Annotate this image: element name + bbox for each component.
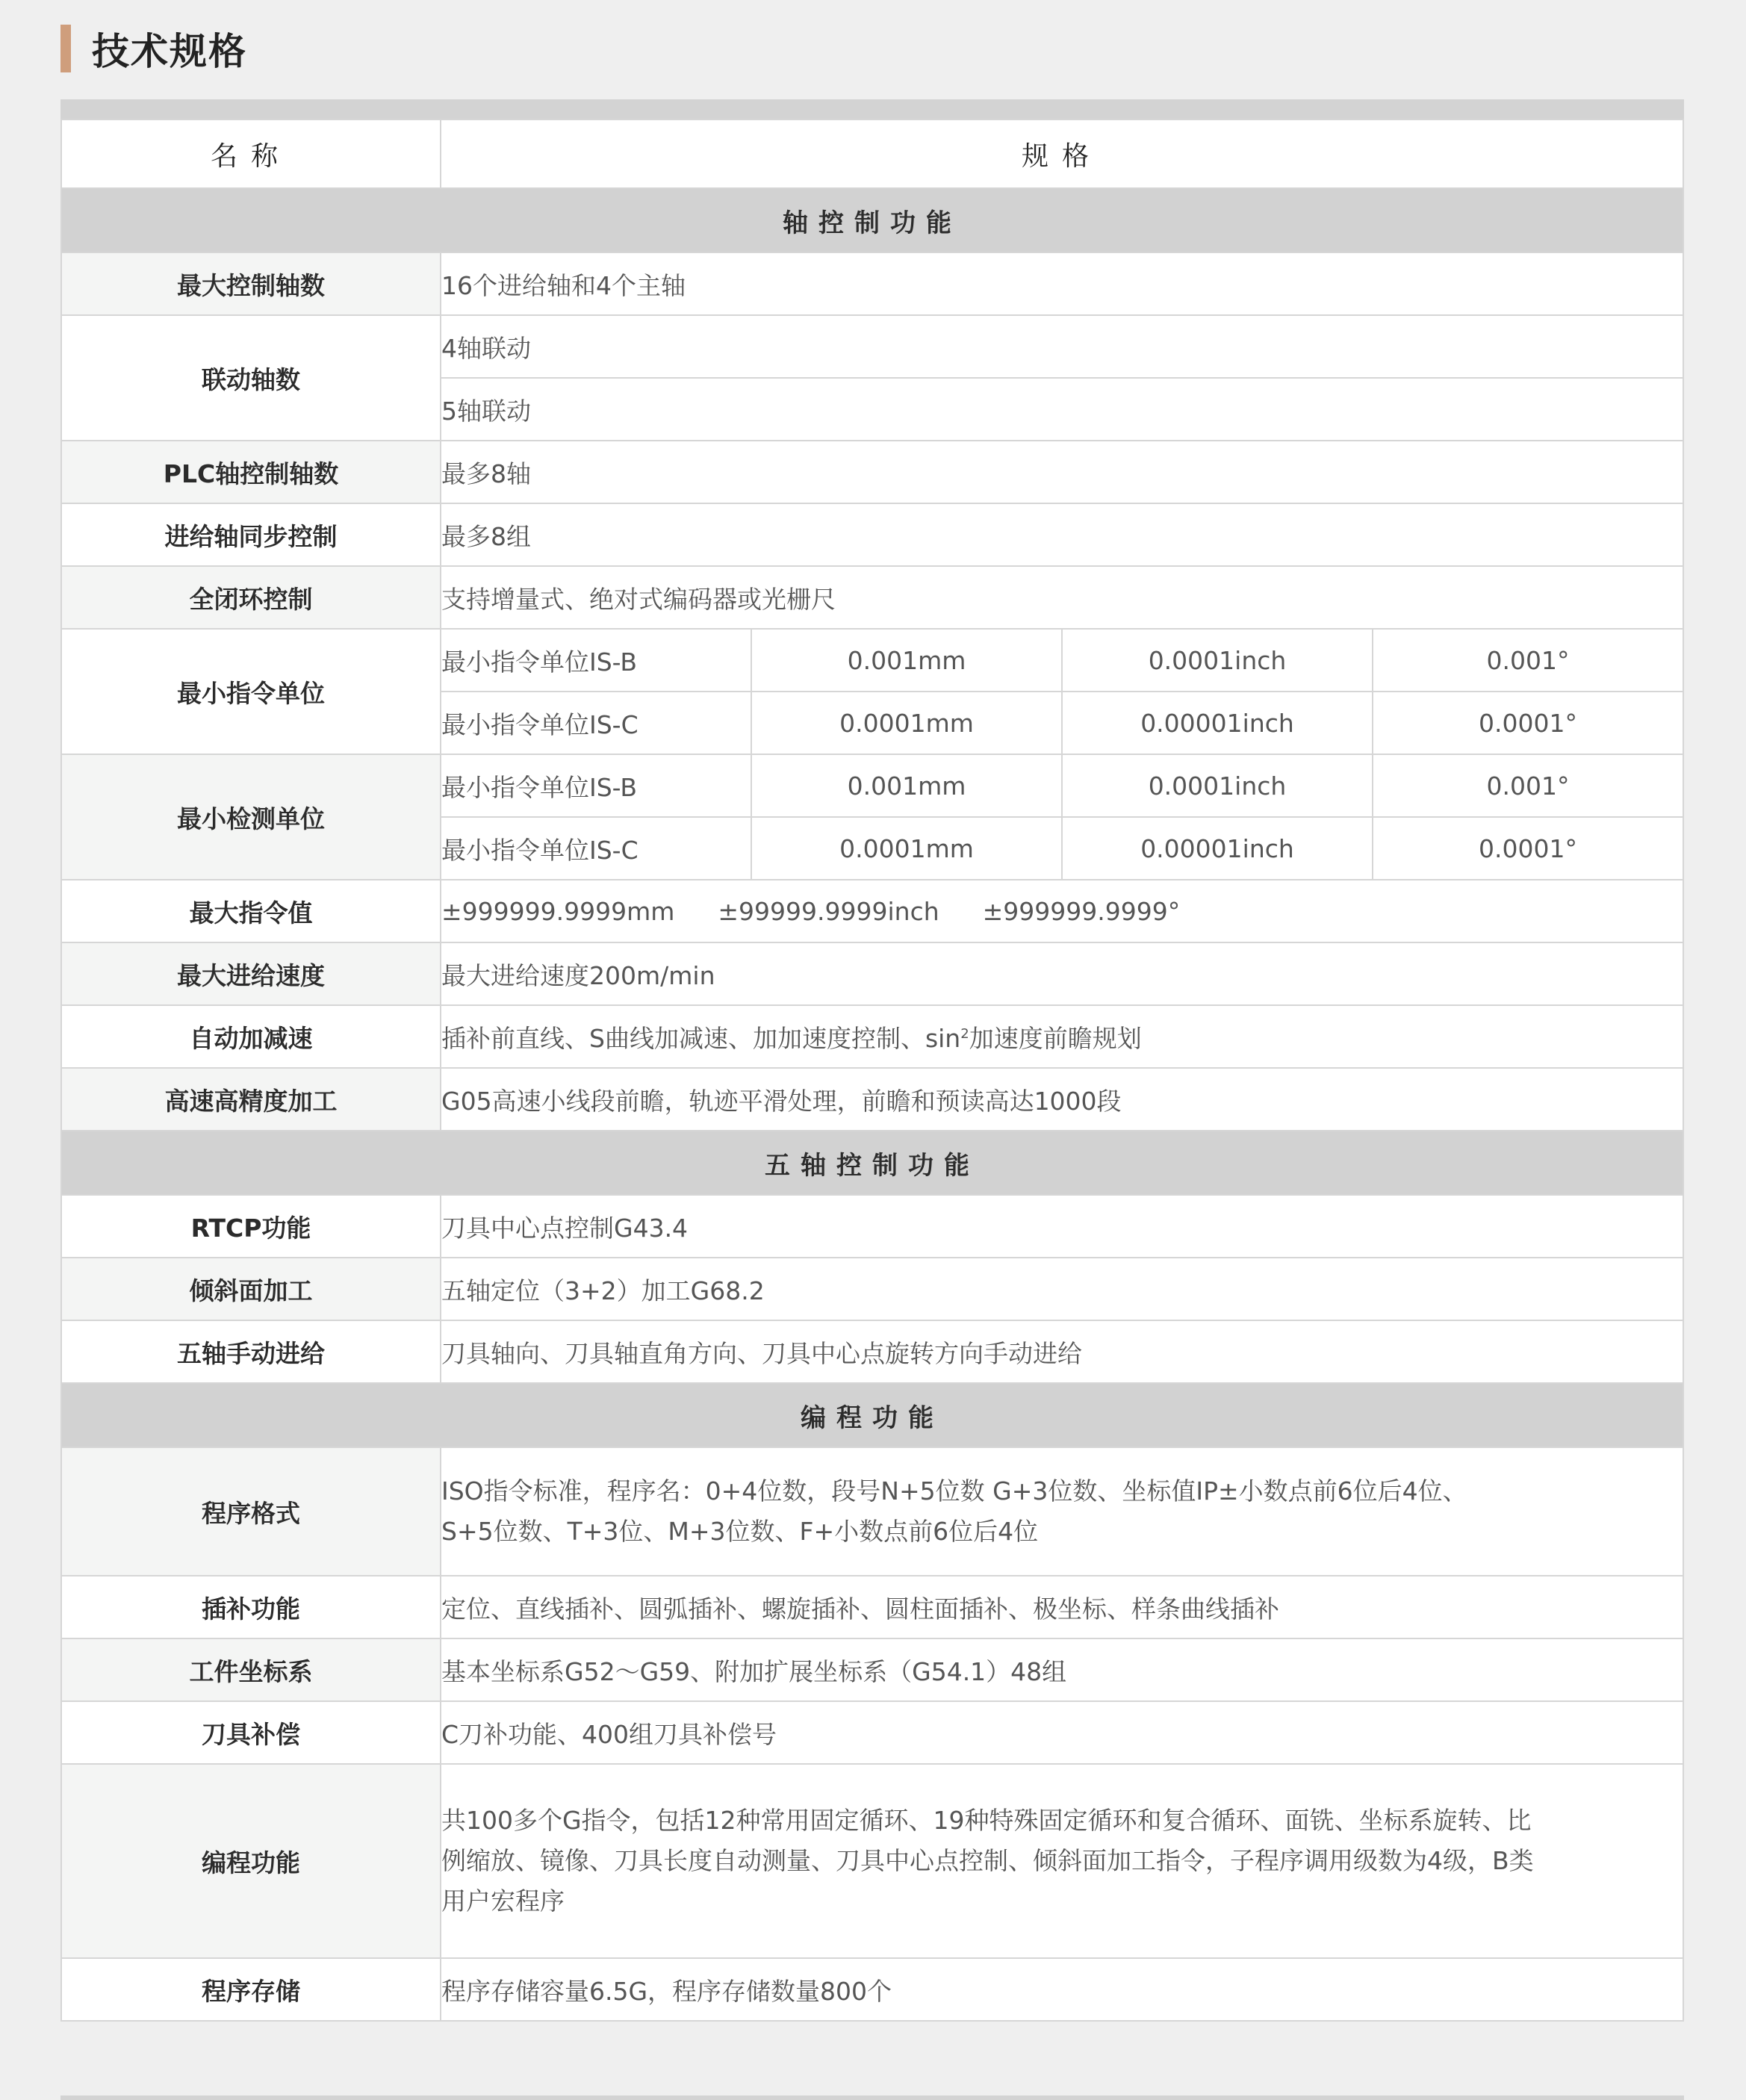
row-value: 五轴定位（3+2）加工G68.2 bbox=[441, 1258, 1683, 1320]
table-row bbox=[61, 1320, 1683, 1383]
row-value bbox=[441, 1447, 1683, 1576]
row-name: RTCP功能 bbox=[61, 1195, 441, 1258]
header-spec: 规格 bbox=[441, 119, 1683, 188]
section-programming bbox=[61, 1383, 1683, 1447]
row-value-line: 用户宏程序 bbox=[441, 1886, 565, 1916]
table-row bbox=[61, 1958, 1683, 2021]
row-name: 插补功能 bbox=[61, 1576, 441, 1638]
row-value: G05高速小线段前瞻，轨迹平滑处理，前瞻和预读高达1000段 bbox=[441, 1068, 1683, 1131]
table-row bbox=[61, 1638, 1683, 1701]
top-divider bbox=[60, 99, 1684, 119]
table-row bbox=[61, 566, 1683, 629]
section-five-axis bbox=[61, 1131, 1683, 1195]
table-row bbox=[61, 441, 1683, 503]
accel-text-pre: 插补前直线、S曲线加减速、加加速度控制、sin bbox=[441, 1023, 961, 1053]
max-deg: ±999999.9999° bbox=[982, 896, 1181, 926]
section-title: 轴控制功能 bbox=[61, 188, 1683, 252]
row-name: 全闭环控制 bbox=[61, 566, 441, 629]
row-value: 支持增量式、绝对式编码器或光栅尺 bbox=[441, 566, 1683, 629]
row-value-line: S+5位数、T+3位、M+3位数、F+小数点前6位后4位 bbox=[441, 1517, 1039, 1546]
row-value bbox=[441, 1005, 1683, 1068]
table-row bbox=[61, 1068, 1683, 1131]
table-row bbox=[61, 1576, 1683, 1638]
unit-mm: 0.0001mm bbox=[751, 692, 1062, 754]
unit-deg: 0.001° bbox=[1373, 754, 1683, 817]
accel-sup: 2 bbox=[960, 1025, 969, 1042]
row-name: 五轴手动进给 bbox=[61, 1320, 441, 1383]
row-name: 联动轴数 bbox=[61, 315, 441, 441]
row-value: C刀补功能、400组刀具补偿号 bbox=[441, 1701, 1683, 1764]
table-row bbox=[61, 503, 1683, 566]
table-row bbox=[61, 1195, 1683, 1258]
unit-deg: 0.0001° bbox=[1373, 692, 1683, 754]
table-row bbox=[61, 1447, 1683, 1576]
row-name: 程序格式 bbox=[61, 1447, 441, 1576]
title-accent-bar bbox=[60, 25, 71, 72]
header-name: 名称 bbox=[61, 119, 441, 188]
row-value: 定位、直线插补、圆弧插补、螺旋插补、圆柱面插补、极坐标、样条曲线插补 bbox=[441, 1576, 1683, 1638]
table-row bbox=[61, 754, 1683, 817]
page-title-block bbox=[60, 22, 247, 75]
table-row bbox=[61, 1005, 1683, 1068]
max-mm: ±999999.9999mm bbox=[441, 896, 675, 926]
unit-label: 最小指令单位IS-B bbox=[441, 629, 751, 692]
row-name: 工件坐标系 bbox=[61, 1638, 441, 1701]
row-name: 最小指令单位 bbox=[61, 629, 441, 754]
row-name: 程序存储 bbox=[61, 1958, 441, 2021]
table-row bbox=[61, 880, 1683, 942]
row-value: 刀具轴向、刀具轴直角方向、刀具中心点旋转方向手动进给 bbox=[441, 1320, 1683, 1383]
row-name: 倾斜面加工 bbox=[61, 1258, 441, 1320]
max-inch: ±99999.9999inch bbox=[718, 896, 939, 926]
row-name: 最小检测单位 bbox=[61, 754, 441, 880]
unit-inch: 0.00001inch bbox=[1062, 692, 1373, 754]
table-row bbox=[61, 1764, 1683, 1958]
section-axis-control bbox=[61, 188, 1683, 252]
unit-label: 最小指令单位IS-C bbox=[441, 692, 751, 754]
row-name: 自动加减速 bbox=[61, 1005, 441, 1068]
row-value bbox=[441, 880, 1683, 942]
table-row bbox=[61, 942, 1683, 1005]
unit-inch: 0.00001inch bbox=[1062, 817, 1373, 880]
unit-label: 最小指令单位IS-C bbox=[441, 817, 751, 880]
bottom-divider bbox=[60, 2096, 1684, 2100]
table-row bbox=[61, 1258, 1683, 1320]
row-name: 最大控制轴数 bbox=[61, 252, 441, 315]
section-title: 五轴控制功能 bbox=[61, 1131, 1683, 1195]
accel-text-post: 加速度前瞻规划 bbox=[969, 1023, 1142, 1053]
row-name: 高速高精度加工 bbox=[61, 1068, 441, 1131]
row-value: 刀具中心点控制G43.4 bbox=[441, 1195, 1683, 1258]
row-value-line: ISO指令标准，程序名：0+4位数，段号N+5位数 G+3位数、坐标值IP±小数点前6位后4位、 bbox=[441, 1476, 1467, 1506]
row-value bbox=[441, 1764, 1683, 1958]
row-name: 最大指令值 bbox=[61, 880, 441, 942]
table-row bbox=[61, 315, 1683, 378]
spec-table bbox=[60, 119, 1684, 2022]
row-value: 4轴联动 bbox=[441, 315, 1683, 378]
row-value-line: 共100多个G指令，包括12种常用固定循环、19种特殊固定循环和复合循环、面铣、坐标系旋转、比 bbox=[441, 1806, 1532, 1835]
table-header-row bbox=[61, 119, 1683, 188]
table-row bbox=[61, 1701, 1683, 1764]
row-value: 最多8轴 bbox=[441, 441, 1683, 503]
row-value: 最多8组 bbox=[441, 503, 1683, 566]
unit-mm: 0.001mm bbox=[751, 754, 1062, 817]
row-value: 最大进给速度200m/min bbox=[441, 942, 1683, 1005]
row-value: 16个进给轴和4个主轴 bbox=[441, 252, 1683, 315]
table-row bbox=[61, 629, 1683, 692]
row-name: PLC轴控制轴数 bbox=[61, 441, 441, 503]
unit-label: 最小指令单位IS-B bbox=[441, 754, 751, 817]
row-name: 进给轴同步控制 bbox=[61, 503, 441, 566]
row-value: 程序存储容量6.5G，程序存储数量800个 bbox=[441, 1958, 1683, 2021]
page-title: 技术规格 bbox=[92, 30, 247, 73]
section-title: 编程功能 bbox=[61, 1383, 1683, 1447]
unit-deg: 0.001° bbox=[1373, 629, 1683, 692]
row-name: 最大进给速度 bbox=[61, 942, 441, 1005]
unit-deg: 0.0001° bbox=[1373, 817, 1683, 880]
unit-mm: 0.0001mm bbox=[751, 817, 1062, 880]
unit-inch: 0.0001inch bbox=[1062, 754, 1373, 817]
table-row bbox=[61, 252, 1683, 315]
row-value: 5轴联动 bbox=[441, 378, 1683, 441]
unit-inch: 0.0001inch bbox=[1062, 629, 1373, 692]
row-name: 刀具补偿 bbox=[61, 1701, 441, 1764]
row-name: 编程功能 bbox=[61, 1764, 441, 1958]
row-value-line: 例缩放、镜像、刀具长度自动测量、刀具中心点控制、倾斜面加工指令，子程序调用级数为4级，B类 bbox=[441, 1846, 1534, 1875]
row-value: 基本坐标系G52～G59、附加扩展坐标系（G54.1）48组 bbox=[441, 1638, 1683, 1701]
unit-mm: 0.001mm bbox=[751, 629, 1062, 692]
